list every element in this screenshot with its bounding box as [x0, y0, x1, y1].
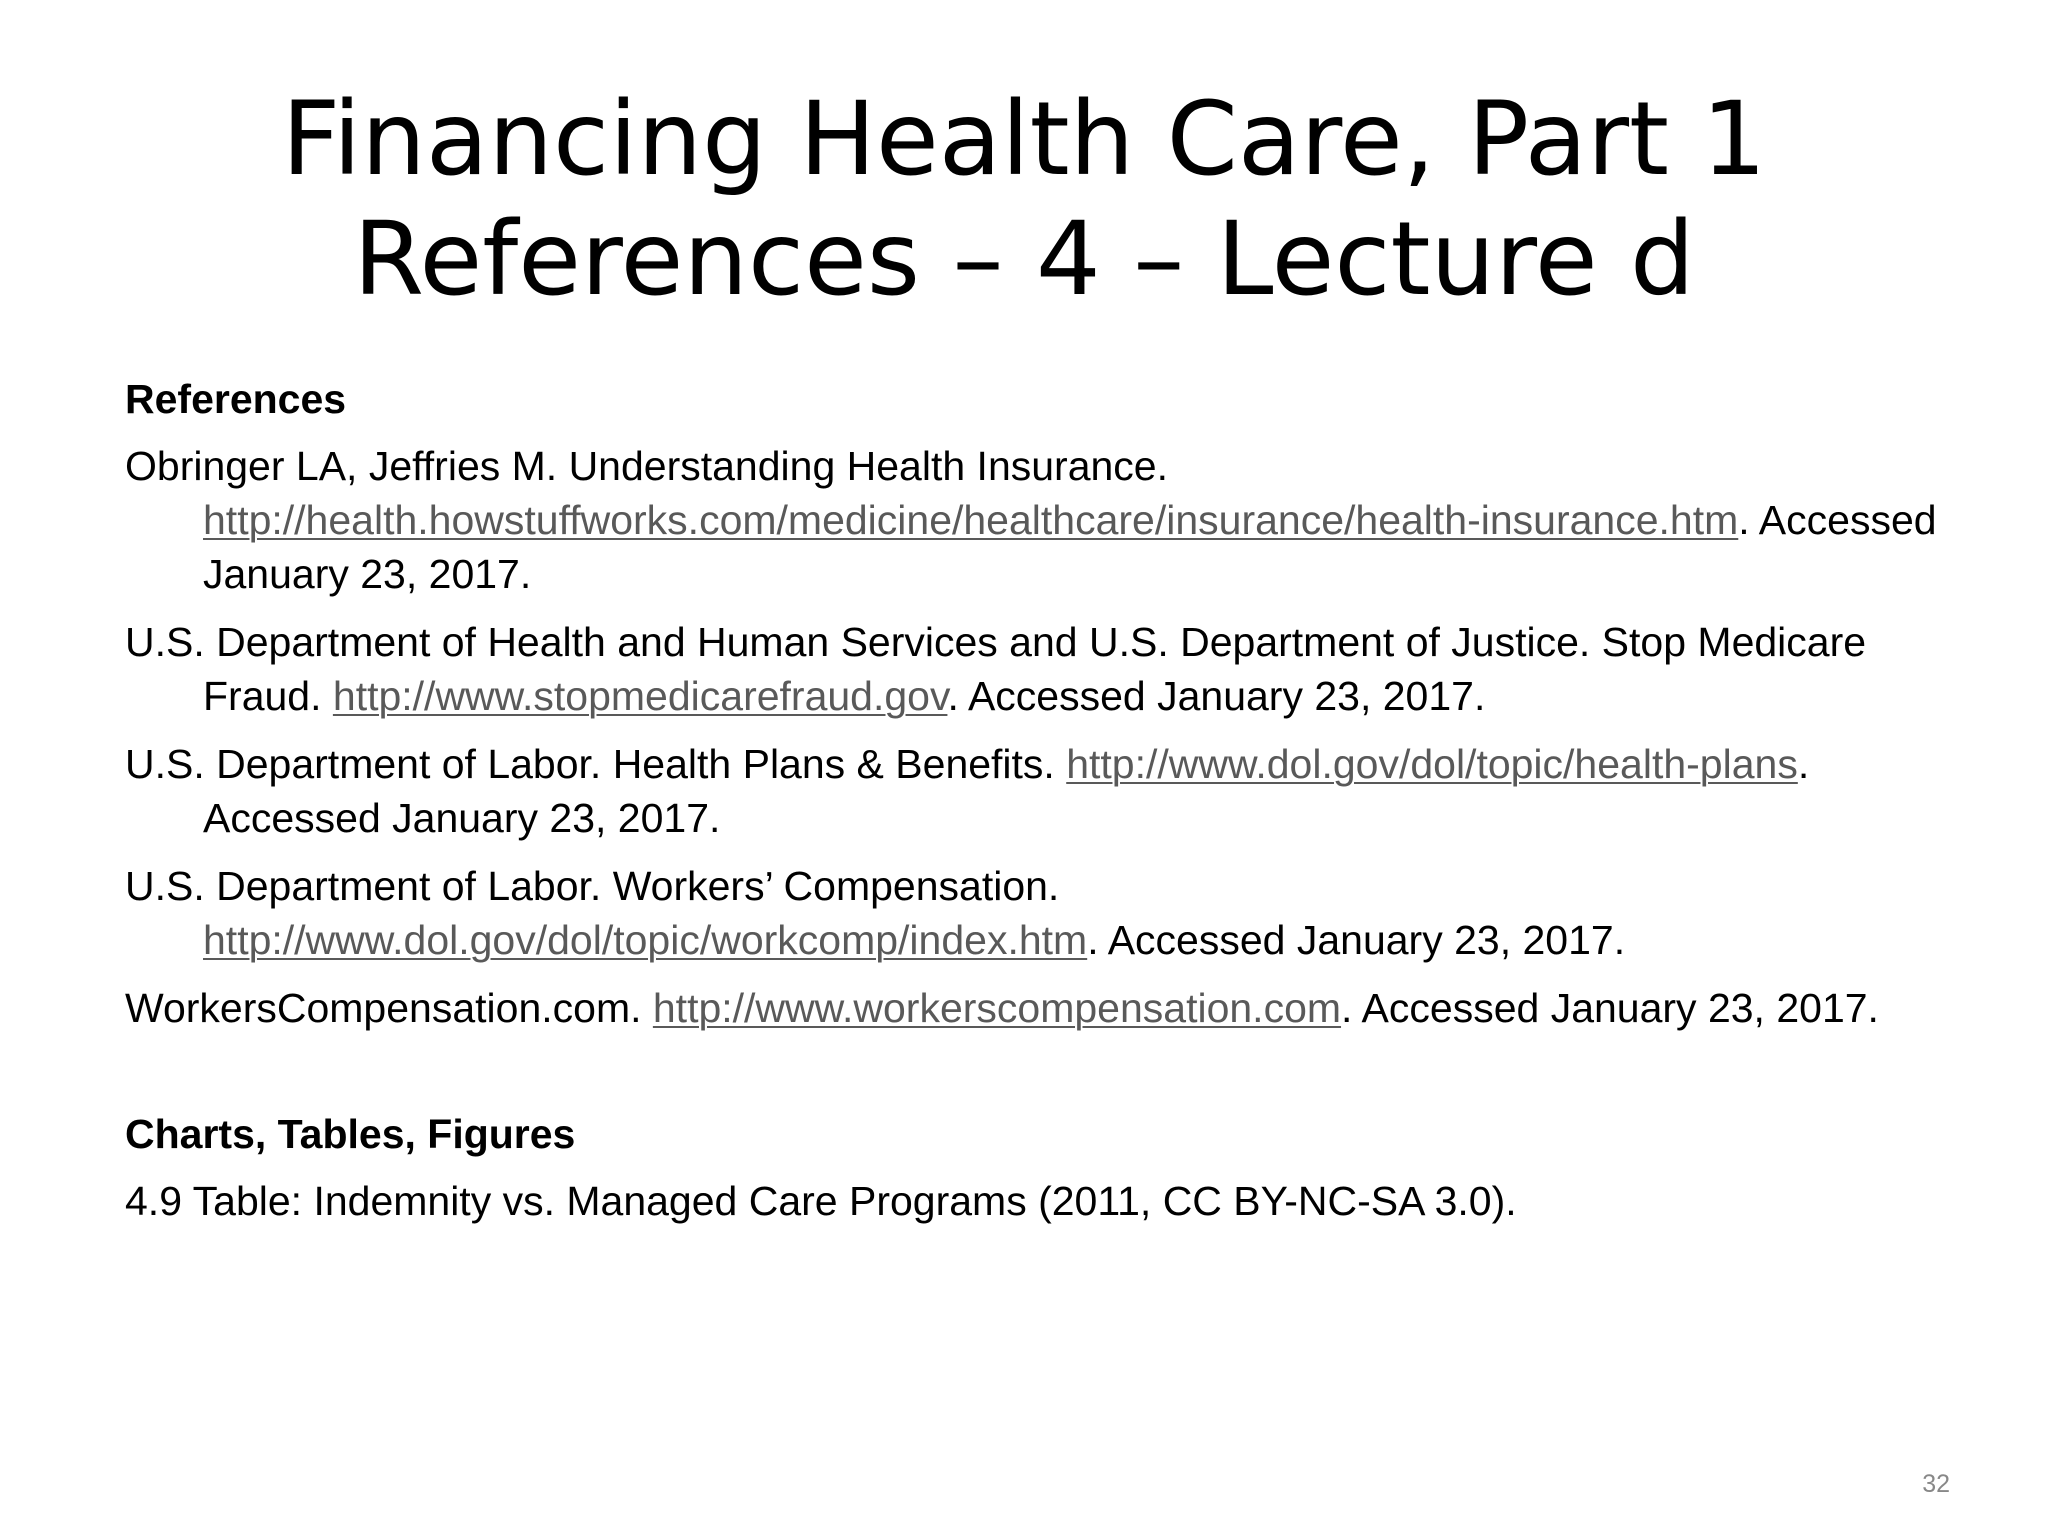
reference-link[interactable]: http://health.howstuffworks.com/medicine/healthcare/insurance/health-insurance.htm: [203, 497, 1739, 543]
reference-item: [125, 439, 1975, 601]
page-number: 32: [1922, 1470, 1950, 1498]
charts-heading: Charts, Tables, Figures: [125, 1111, 576, 1157]
reference-text: Obringer LA, Jeffries M. Understanding Health Insurance.: [125, 443, 1168, 489]
slide-title: [0, 80, 2048, 320]
reference-accessed: . Accessed January 23, 2017.: [203, 741, 1810, 841]
reference-text: U.S. Department of Health and Human Services and U.S. Department of Justice. Stop Medicare Fraud.: [125, 619, 1867, 719]
slide-title-line-2: References – 4 – Lecture d: [353, 200, 1695, 319]
reference-item: [125, 615, 1975, 723]
reference-link[interactable]: http://www.dol.gov/dol/topic/health-plans: [1066, 741, 1798, 787]
reference-link[interactable]: http://www.stopmedicarefraud.gov: [332, 673, 948, 719]
reference-item: [125, 981, 1975, 1035]
references-heading: References: [125, 376, 347, 422]
section-spacer: [125, 1049, 1975, 1107]
reference-item: [125, 859, 1975, 967]
reference-link[interactable]: http://www.workerscompensation.com: [652, 985, 1342, 1031]
reference-accessed: . Accessed January 23, 2017.: [1341, 985, 1879, 1031]
references-content: [125, 372, 1975, 1242]
reference-item: [125, 737, 1975, 845]
reference-accessed: . Accessed January 23, 2017.: [947, 673, 1486, 719]
reference-accessed: . Accessed January 23, 2017.: [203, 497, 1937, 597]
reference-text: U.S. Department of Labor. Health Plans & Benefits.: [125, 741, 1067, 787]
slide-title-line-1: Financing Health Care, Part 1: [281, 80, 1767, 199]
reference-link[interactable]: http://www.dol.gov/dol/topic/workcomp/index.htm: [203, 917, 1088, 963]
reference-text: U.S. Department of Labor. Workers’ Compensation.: [125, 863, 1060, 909]
chart-credit-item: 4.9 Table: Indemnity vs. Managed Care Programs (2011, CC BY-NC-SA 3.0).: [125, 1178, 1517, 1224]
reference-accessed: . Accessed January 23, 2017.: [1087, 917, 1626, 963]
reference-text: WorkersCompensation.com.: [125, 985, 653, 1031]
